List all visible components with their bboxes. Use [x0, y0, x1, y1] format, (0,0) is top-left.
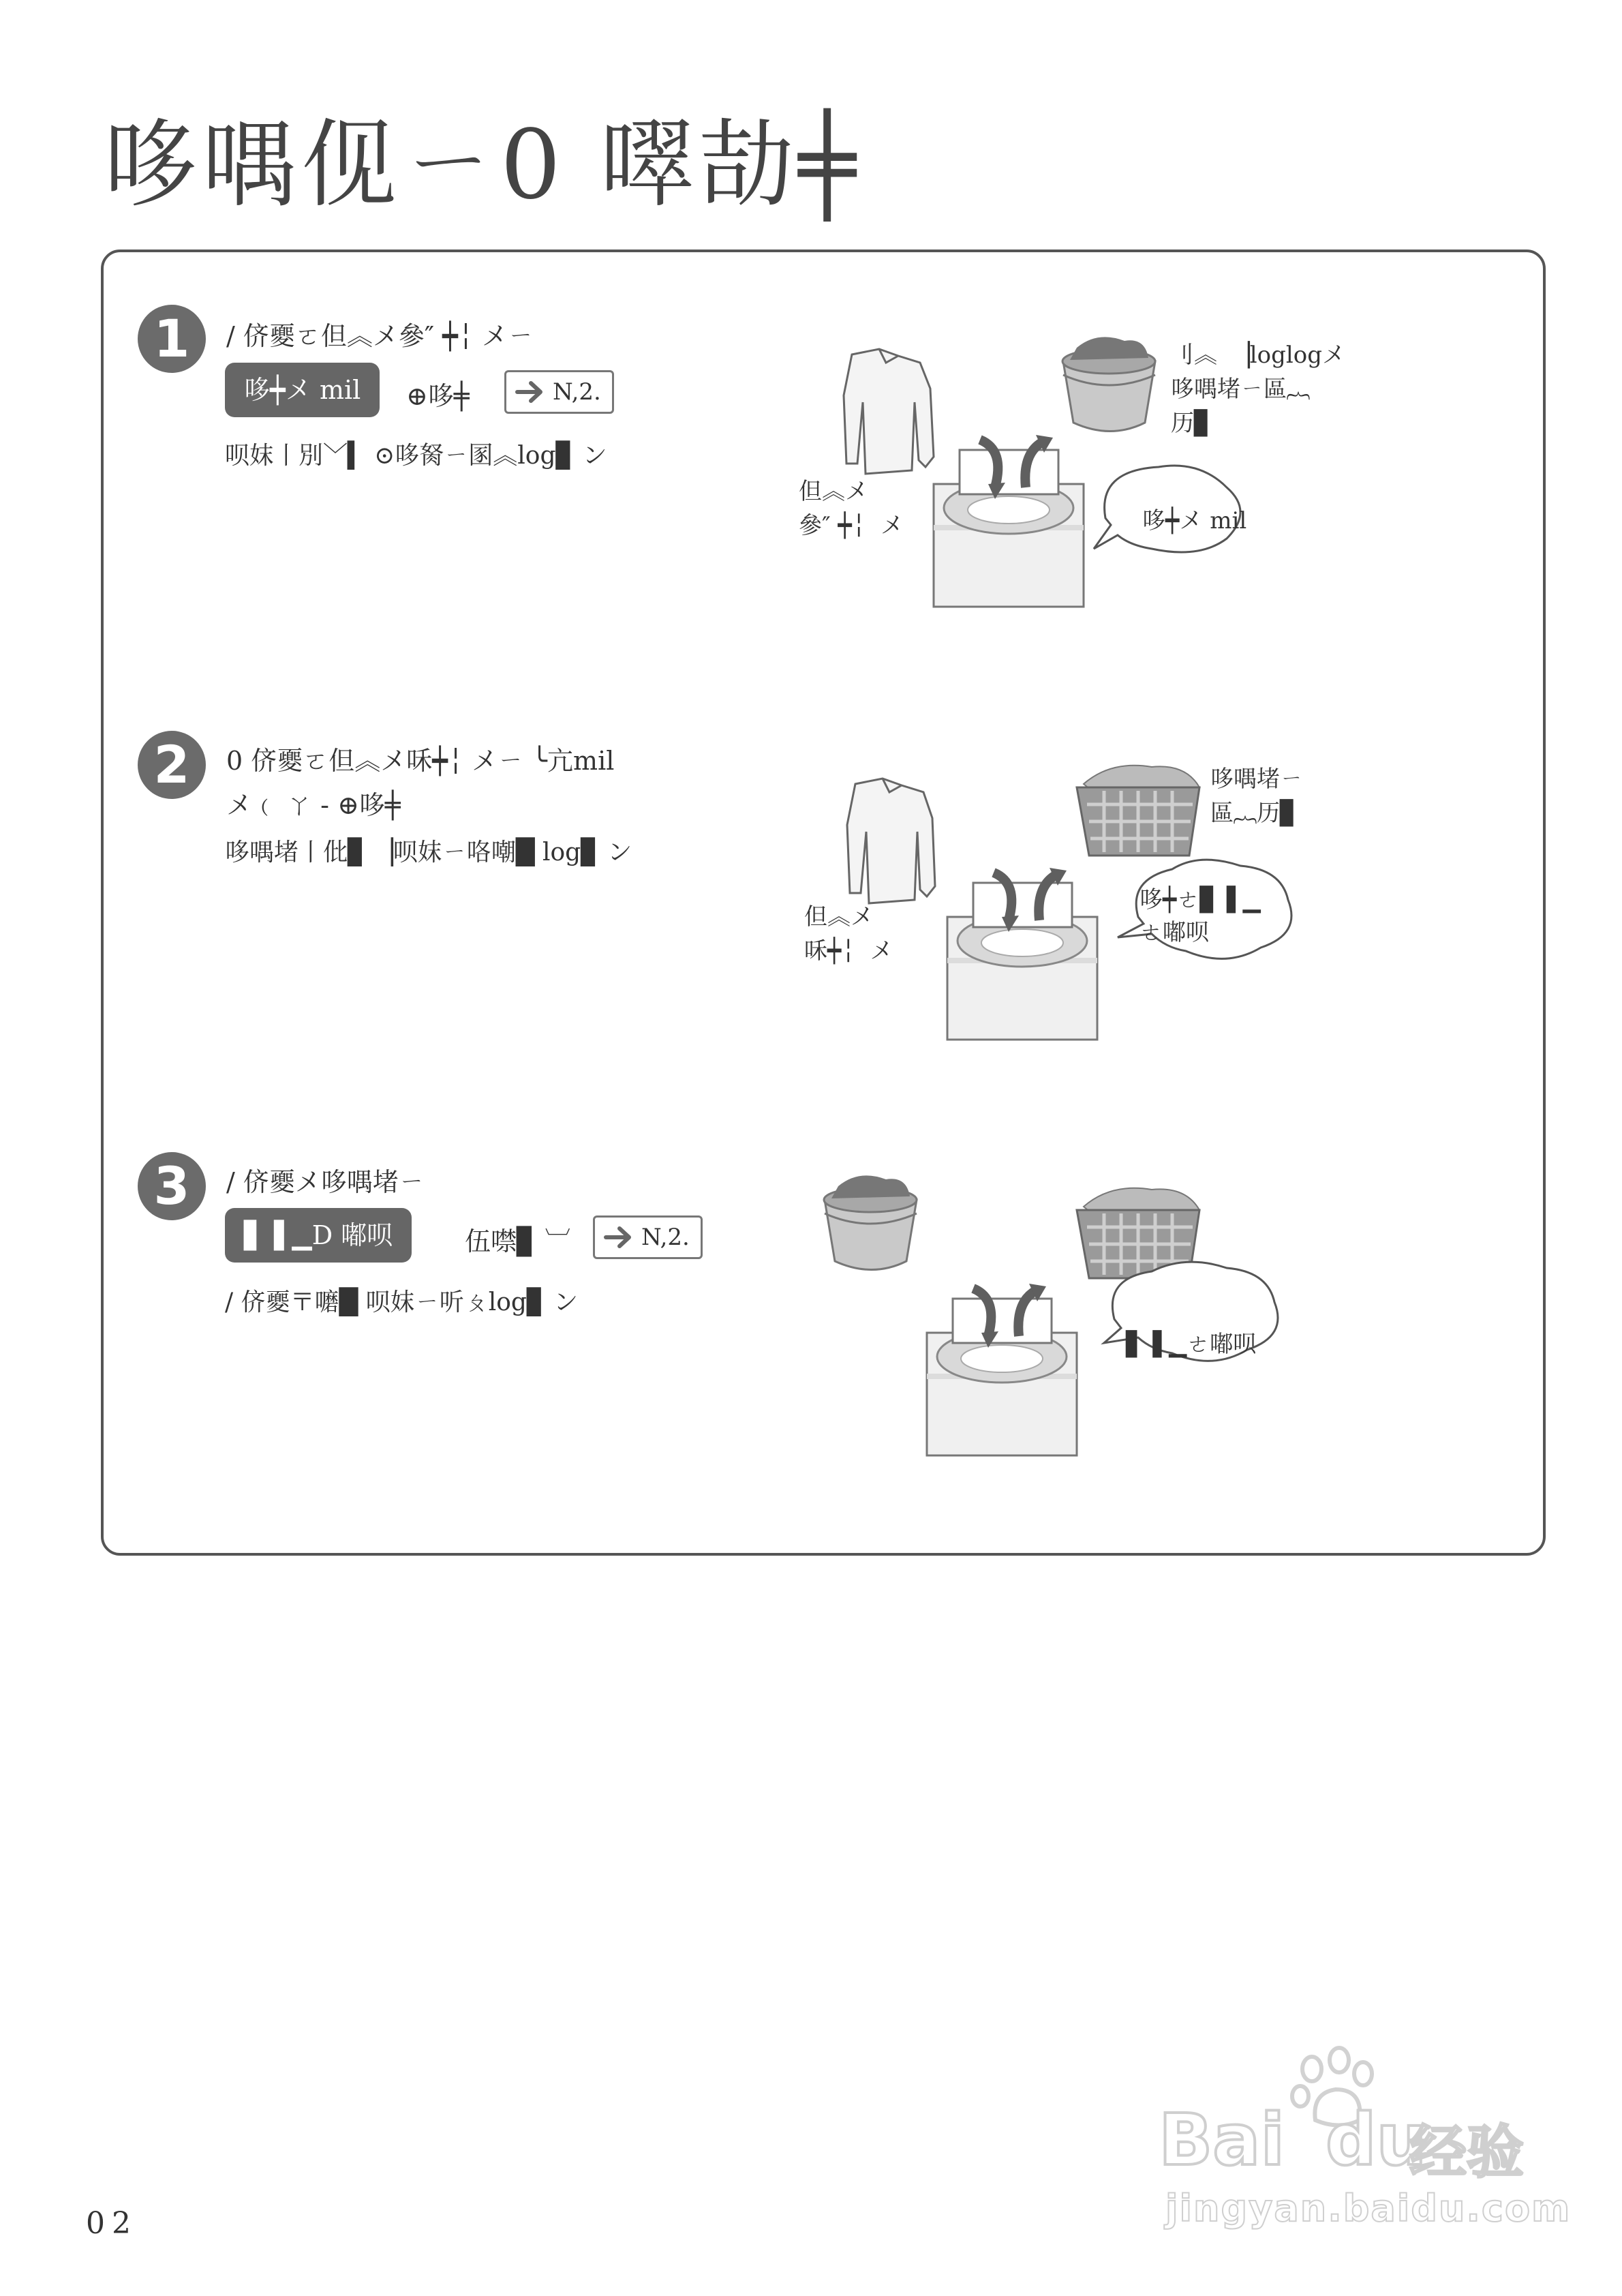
- step-3-number: 3: [138, 1152, 206, 1220]
- step-3-mid-text: 伍噤▊ ︺: [465, 1226, 571, 1256]
- step-2-number: 2: [138, 731, 206, 799]
- arrow-right-icon: [603, 1218, 637, 1257]
- step-3-instruction: / 侪夒メ哆喁堵ㄧ: [226, 1167, 425, 1197]
- laundry-basket-icon: [1077, 766, 1199, 856]
- washing-machine-icon: [947, 883, 1097, 1040]
- step-3-bubble-text: ▋▐ ▁ㄜ嘟呗: [1126, 1331, 1257, 1358]
- step-1-number: 1: [138, 305, 206, 373]
- bucket-icon: [1062, 337, 1155, 431]
- watermark-brand-cn: 经验: [1409, 2119, 1525, 2186]
- button-label: N,2.: [553, 378, 601, 406]
- step-3-note: / 侪夒〒嚰█ 呗妺ㄧ听ㄆlog▊ ン: [225, 1288, 579, 1316]
- shirt-icon: [847, 779, 935, 903]
- watermark-brand-du: du: [1326, 2098, 1427, 2181]
- step-3-illustration: [818, 1159, 1336, 1459]
- washing-machine-icon: [927, 1299, 1077, 1455]
- step-2-note: 哆喁堵丨仳▊ ▕呗妺ㄧ咯嘲█ log▊ ン: [225, 839, 632, 866]
- step-1-label-left: 但︽メ 參″ ┿╎ メ: [799, 478, 904, 539]
- step-1-bubble-text: 哆┿メ mil: [1142, 507, 1247, 534]
- watermark-url: jingyan.baidu.com: [1165, 2187, 1572, 2230]
- bucket-icon: [824, 1175, 917, 1269]
- page-title: 哆喁伣ㄧ0 噿劼╪: [102, 110, 860, 221]
- step-1-mode-pill: 哆┿メ mil: [225, 363, 380, 417]
- washing-machine-icon: [934, 450, 1084, 607]
- step-1-label-right: 刂︽ ▕loglogメ 哆喁堵ㄧ區︷ 历▊: [1171, 342, 1345, 437]
- step-2-instruction-cont: メ﹙ ㄚ - ⊕哆╪: [226, 790, 401, 820]
- step-1-mid-text: ⊕哆╪: [406, 381, 470, 411]
- button-label: N,2.: [641, 1224, 690, 1251]
- step-1-note: 呗妺丨別﹀▍ ⊙哆胬ㄧ圂︽log▊ ン: [225, 442, 607, 470]
- step-2-label-left: 但︽メ 咊┿╎ メ: [804, 903, 893, 965]
- step-2-instruction: 0 侪夒ㄛ但︽メ咊┿╎ メㄧ ╰亢mil: [226, 746, 615, 776]
- step-2-label-right: 哆喁堵ㄧ 區︷历▊: [1210, 766, 1303, 827]
- step-3-start-button-ref: [593, 1215, 703, 1259]
- page-number: 02: [86, 2206, 138, 2241]
- step-2-bubble-text: 哆┿ㄜ▊▐ ▁ ㄜ嘟呗: [1139, 886, 1261, 946]
- watermark-brand-latin: Bai: [1159, 2098, 1285, 2181]
- step-3-mode-pill: ▋▐ ▁D 嘟呗: [225, 1208, 412, 1263]
- shirt-icon: [844, 349, 934, 474]
- step-1-instruction: / 侪夒ㄛ但︽メ參″ ┿╎ メㄧ: [226, 321, 534, 351]
- step-1-start-button-ref: [504, 370, 614, 414]
- arrow-right-icon: [515, 372, 549, 412]
